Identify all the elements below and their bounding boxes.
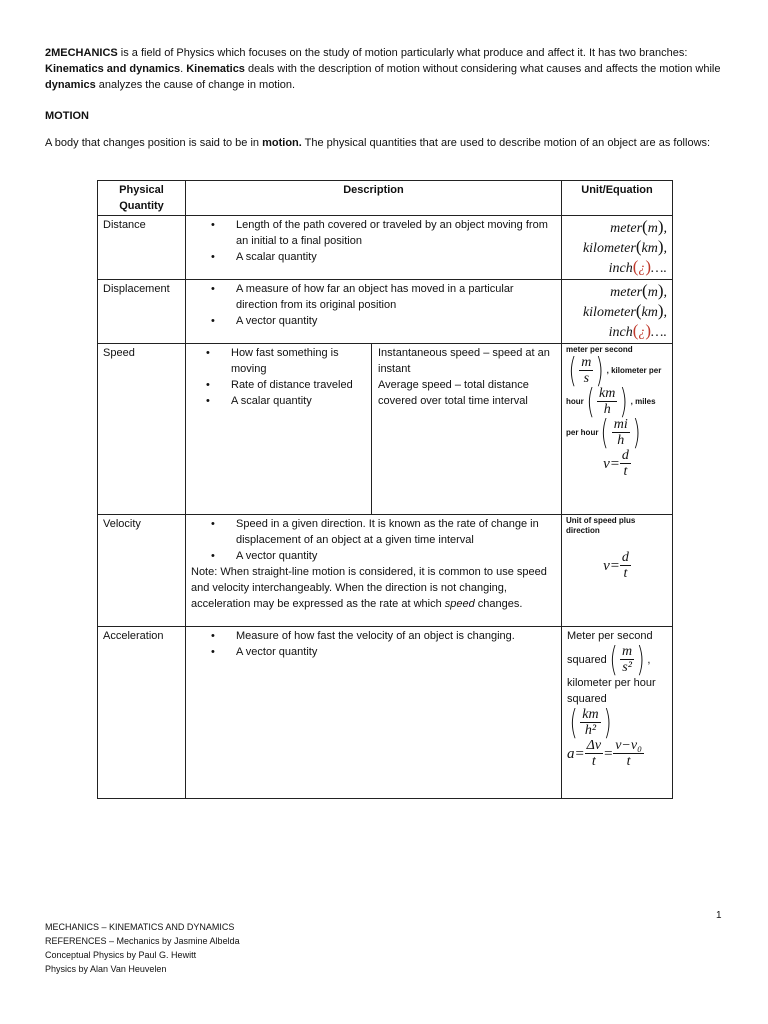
unit-line [567, 644, 667, 675]
fraction-num: ( m [581, 355, 592, 370]
intro-text-1: is a field of Physics which focuses on the study of motion particularly what produce and affect it. It has two branches: [117, 47, 688, 59]
equation-lhs: v= [603, 557, 620, 574]
bullet-item: • A vector quantity [191, 313, 556, 329]
fraction-den: h [617, 433, 625, 448]
bullet-item: • A scalar quantity [191, 249, 556, 265]
row-units [562, 280, 673, 344]
unit-label: kilometer per hour squared [567, 677, 656, 705]
unit-label: per hour [566, 427, 599, 437]
intro-branches: Kinematics and dynamics [45, 63, 181, 75]
intro-text-3: deals with the description of motion without considering what causes and affects the motion while [244, 63, 721, 75]
unit-word: meter [610, 285, 643, 300]
footer-line: Physics by Alan Van Heuvelen [45, 964, 167, 974]
unit-symbol: m [647, 221, 658, 236]
bullet-item: • Measure of how fast the velocity of an object is changing. [191, 628, 556, 644]
row-description [186, 627, 562, 799]
fraction-den: t [591, 754, 596, 769]
unit-label: squared [567, 653, 607, 666]
fraction-paren [607, 644, 651, 675]
equation-lhs: a= [567, 745, 585, 762]
row-name: Velocity [98, 515, 186, 627]
note-text: Note: When straight-line motion is considered, it is common to use speed and velocity interchangeably. When the direction is not changing, acceleration may be expressed as the rate at which [191, 566, 547, 610]
intro-term: 2MECHANICS [45, 47, 118, 59]
velocity-equation [566, 550, 668, 581]
bullet-item: • A scalar quantity [186, 393, 366, 409]
bullet-item: • A vector quantity [191, 548, 556, 564]
fraction-num: ( m [622, 644, 633, 659]
fraction-den: t [623, 464, 628, 479]
motion-text-2: The physical quantities that are used to describe motion of an object are as follows: [301, 137, 711, 149]
unit-line: kilometer(km), [582, 301, 667, 320]
bullet-item: • A vector quantity [191, 644, 556, 660]
row-description [186, 344, 562, 515]
header-quantity: Physical Quantity [98, 181, 186, 216]
unit-symbol: km [641, 241, 658, 256]
unit-label: Unit of speed plus direction [566, 516, 636, 535]
speed-left [186, 344, 372, 514]
table-row [98, 627, 673, 799]
unit-label: , miles [630, 396, 656, 406]
unit-word: inch [608, 261, 633, 276]
unit-line: inch(¿)…. [608, 321, 667, 340]
unit-line [566, 355, 668, 386]
unit-word: kilometer [582, 305, 636, 320]
fraction-num: ( km [599, 386, 616, 401]
header-description: Description [186, 181, 562, 216]
unit-line: meter(m), [610, 281, 667, 300]
row-units [562, 627, 673, 799]
unit-line [566, 386, 668, 417]
average-speed: Average speed – total distance covered over total time interval [378, 379, 529, 407]
table-row [98, 216, 673, 280]
unit-symbol: km [641, 305, 658, 320]
unit-line [566, 417, 668, 448]
fraction-den: t [623, 566, 628, 581]
row-units [562, 344, 673, 515]
intro-text-4: analyzes the cause of change in motion. [95, 79, 296, 91]
motion-heading: MOTION [45, 110, 89, 122]
unit-word: kilometer [582, 241, 636, 256]
instantaneous-speed: Instantaneous speed – speed at an instant [378, 347, 550, 375]
header-unit: Unit/Equation [562, 181, 673, 216]
quantities-table [97, 180, 673, 799]
equation-equals: = [603, 745, 614, 762]
row-name: Displacement [98, 280, 186, 344]
intro-dynamics: dynamics [45, 79, 96, 91]
fraction-num: ( mi [613, 417, 628, 432]
unit-line [567, 707, 667, 738]
unit-label: hour [566, 396, 584, 406]
fraction-den: t [626, 754, 631, 769]
speed-right [372, 344, 561, 514]
unit-line: meter(m), [610, 217, 667, 236]
unit-word: meter [610, 221, 643, 236]
velocity-note [191, 564, 556, 612]
fraction-num: ( km [582, 707, 599, 722]
unit-label: Meter per second [567, 630, 653, 642]
fraction-den: s [583, 371, 590, 386]
unit-ellipsis: …. [651, 325, 667, 340]
page-footer [45, 920, 240, 976]
unit-line: kilometer(km), [582, 237, 667, 256]
motion-paragraph [45, 135, 735, 151]
bullet-item: • Length of the path covered or traveled by an object moving from an initial to a final position [191, 217, 556, 249]
row-description [186, 216, 562, 280]
fraction-paren [598, 417, 643, 448]
table-row [98, 515, 673, 627]
table-row [98, 280, 673, 344]
row-units [562, 216, 673, 280]
row-name: Speed [98, 344, 186, 515]
bullet-item: • How fast something is moving [186, 345, 366, 377]
table-header-row [98, 181, 673, 216]
unit-ellipsis: …. [651, 261, 667, 276]
row-units [562, 515, 673, 627]
table-row [98, 344, 673, 515]
bullet-item: • Rate of distance traveled [186, 377, 366, 393]
motion-bold: motion. [262, 137, 302, 149]
unit-line: inch(¿)…. [608, 257, 667, 276]
unit-word: inch [608, 325, 633, 340]
unit-comma: , [647, 653, 651, 666]
footer-line: REFERENCES – Mechanics by Jasmine Albelda [45, 936, 240, 946]
fraction-num: Δv [586, 738, 602, 753]
bullet-item: • Speed in a given direction. It is known as the rate of change in displacement of an object at a given time interval [191, 516, 556, 548]
bullet-item: • A measure of how far an object has moved in a particular direction from its original position [191, 281, 556, 313]
intro-kinematics: Kinematics [186, 63, 245, 75]
row-description [186, 515, 562, 627]
motion-text-1: A body that changes position is said to be in [45, 137, 263, 149]
unit-symbol: ¿ [638, 261, 646, 276]
equation-lhs: v= [603, 455, 620, 472]
note-end: changes. [474, 598, 523, 610]
row-description [186, 280, 562, 344]
unit-symbol: m [647, 285, 658, 300]
page-number: 1 [716, 910, 722, 921]
intro-text-2: . [180, 63, 187, 75]
unit-label: meter per second [566, 345, 633, 354]
row-name: Distance [98, 216, 186, 280]
fraction-den: s² [622, 660, 632, 675]
speed-equation [566, 448, 668, 479]
fraction-num: d [621, 448, 629, 463]
speed-split [186, 344, 561, 514]
fraction-den: h [603, 402, 611, 417]
footer-line: MECHANICS – KINEMATICS AND DYNAMICS [45, 922, 235, 932]
row-name: Acceleration [98, 627, 186, 799]
intro-paragraph [45, 45, 735, 93]
unit-symbol: ¿ [638, 325, 646, 340]
acceleration-equation [567, 738, 667, 769]
fraction-num: v−v₀ [615, 738, 642, 753]
fraction-num: d [621, 550, 629, 565]
note-italic: speed [444, 598, 475, 610]
footer-line: Conceptual Physics by Paul G. Hewitt [45, 950, 197, 960]
fraction-den: h² [584, 723, 597, 738]
fraction-paren [567, 707, 614, 738]
unit-label: , kilometer per [606, 365, 662, 375]
